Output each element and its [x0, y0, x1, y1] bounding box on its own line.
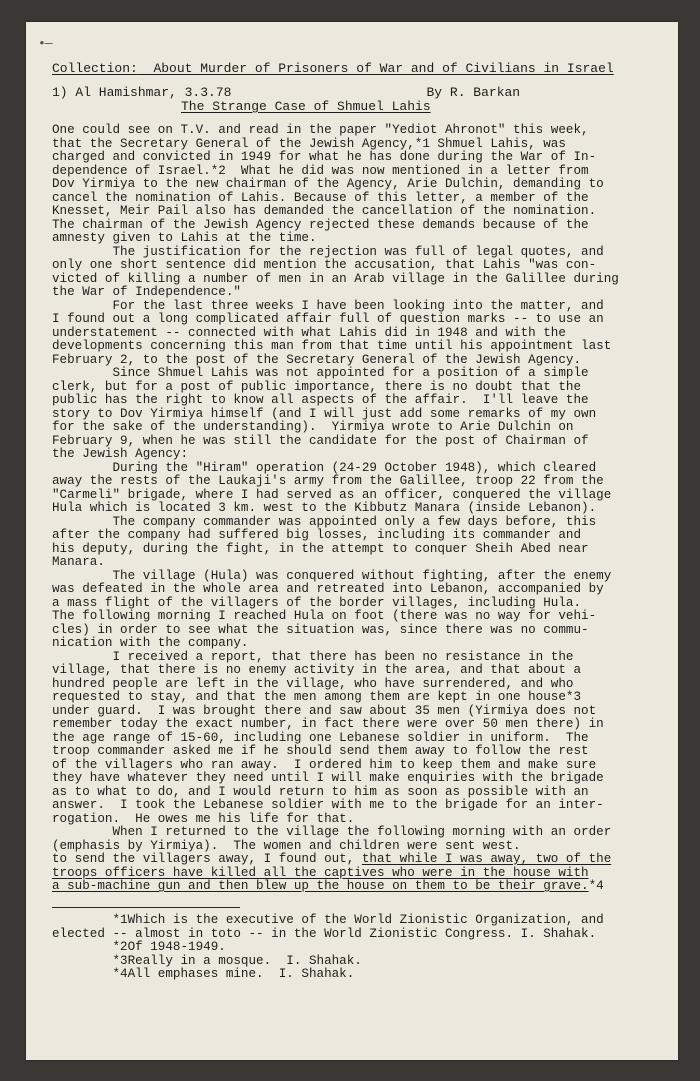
text-line: The justification for the rejection was full of legal quotes, and — [52, 244, 604, 259]
text-line: clerk, but for a post of public importance, there is no doubt that the — [52, 379, 582, 394]
emphasized-text: that while I was away, two of the — [361, 852, 612, 866]
text-line: the Jewish Agency: — [52, 447, 189, 461]
source-line: 1) Al Hamishmar, 3.3.78 By R. Barkan — [52, 85, 521, 100]
text-line: During the "Hiram" operation (24-29 October 1948), which cleared — [52, 460, 597, 475]
footnote-divider — [52, 907, 240, 908]
text-line: Hula which is located 3 km. west to the Kibbutz Manara (inside Lebanon). — [52, 501, 597, 515]
text-line: answer. I took the Lebanese soldier with me to the brigade for an inter- — [52, 798, 604, 812]
text-line: they have whatever they need until I will make enquiries with the brigade — [52, 771, 604, 785]
text-line: his deputy, during the fight, in the attempt to conquer Sheih Abed near — [52, 541, 589, 556]
text-line: Since Shmuel Lahis was not appointed for a position of a simple — [52, 366, 589, 380]
text-line: dependence of Israel.*2 What he did was now mentioned in a letter from — [52, 163, 589, 178]
text-line: to send the villagers away, I found out, that while I was away, two of the — [52, 852, 612, 866]
text-line: village, that there is no enemy activity in the area, and that about a — [52, 663, 582, 677]
text-line: troop commander asked me if he should send them away to follow the rest — [52, 744, 589, 758]
text-line: a mass flight of the villagers of the border villages, including Hula. — [52, 595, 582, 610]
text-line: public has the right to know all aspects of the affair. I'll leave the — [52, 393, 589, 407]
text-line: was defeated in the whole area and retreated into Lebanon, accompanied by — [52, 582, 604, 596]
footnote-line: *1Which is the executive of the World Zionistic Organization, and — [52, 913, 604, 927]
text-line: away the rests of the Laukaji's army from the Galillee, troop 22 from the — [52, 474, 604, 488]
text-line: the War of Independence." — [52, 285, 241, 299]
text-line: February 9, when he was still the candidate for the post of Chairman of — [52, 433, 589, 448]
text-line: after the company had suffered big losses, including its commander and — [52, 528, 582, 542]
text-line: under guard. I was brought there and saw about 35 men (Yirmiya does not — [52, 703, 597, 718]
page-mark: •— — [38, 36, 52, 51]
text-line: charged and convicted in 1949 for what he has done during the War of In- — [52, 150, 597, 164]
text-line: February 2, to the post of the Secretary General of the Jewish Agency. — [52, 352, 582, 367]
article-title: The Strange Case of Shmuel Lahis — [181, 99, 431, 114]
text-line: only one short sentence did mention the accusation, that Lahis "was con- — [52, 258, 597, 272]
text-line: requested to stay, and that the men among them are kept in one house*3 — [52, 690, 582, 704]
footnote-line: *3Really in a mosque. I. Shahak. — [52, 953, 362, 968]
text-line: nication with the company. — [52, 636, 249, 650]
text-line: cles) in order to see what the situation was, since there was no commu- — [52, 622, 589, 637]
footnote-line: elected -- almost in toto -- in the World Zionistic Congress. I. Shahak. — [52, 926, 597, 941]
text-line: "Carmeli" brigade, where I had served as an officer, conquered the village — [52, 487, 612, 502]
text-line: understatement -- connected with what Lahis did in 1948 and with the — [52, 325, 566, 340]
text-line: the age range of 15-60, including one Lebanese soldier in uniform. The — [52, 730, 589, 745]
emphasized-text: a sub-machine gun and then blew up the house on them to be their grave. — [52, 879, 589, 893]
footnote-line: *2Of 1948-1949. — [52, 940, 226, 954]
text-line: The village (Hula) was conquered without fighting, after the enemy — [52, 568, 612, 583]
emphasized-text: troops officers have killed all the captives who were in the house with — [52, 865, 589, 880]
text-line: Dov Yirmiya to the new chairman of the Agency, Arie Dulchin, demanding to — [52, 177, 604, 191]
text-line: Manara. — [52, 555, 105, 569]
document-page — [26, 22, 678, 1060]
text-line: The company commander was appointed only a few days before, this — [52, 514, 597, 529]
footnote-line: *4All emphases mine. I. Shahak. — [52, 967, 355, 981]
text-line: a sub-machine gun and then blew up the house on them to be their grave.*4 — [52, 879, 604, 893]
text-line: I found out a long complicated affair full of question marks -- to use an — [52, 312, 604, 326]
text-line: story to Dov Yirmiya himself (and I will just add some remarks of my own — [52, 406, 597, 421]
text-line: hundred people are left in the village, who have surrendered, and who — [52, 676, 574, 691]
text-line: One could see on T.V. and read in the paper "Yediot Ahronot" this week, — [52, 123, 589, 137]
text-line: victed of killing a number of men in an Arab village in the Galillee during — [52, 271, 619, 286]
text-line: developments concerning this man from that time until his appointment last — [52, 339, 612, 353]
text-line: The chairman of the Jewish Agency rejected these demands because of the — [52, 217, 589, 232]
text-line: as to what to do, and I would return to him as soon as possible with an — [52, 784, 589, 799]
text-line: rogation. He owes me his life for that. — [52, 811, 355, 826]
collection-heading: Collection: About Murder of Prisoners of War and of Civilians in Israel — [52, 61, 614, 76]
text-line: The following morning I reached Hula on foot (there was no way for vehi- — [52, 609, 597, 623]
text-line: cancel the nomination of Lahis. Because of this letter, a member of the — [52, 190, 589, 205]
text-line: (emphasis by Yirmiya). The women and children were sent west. — [52, 838, 521, 853]
text-line: For the last three weeks I have been looking into the matter, and — [52, 298, 604, 313]
text-line: Knesset, Meir Pail also has demanded the cancellation of the nomination. — [52, 204, 597, 218]
text-line: remember today the exact number, in fact there were over 50 men there) in — [52, 717, 604, 731]
text-line: that the Secretary General of the Jewish Agency,*1 Shmuel Lahis, was — [52, 136, 566, 151]
text-line: of the villagers who ran away. I ordered him to keep them and make sure — [52, 757, 597, 772]
text-line: amnesty given to Lahis at the time. — [52, 231, 317, 245]
text-line: I received a report, that there has been no resistance in the — [52, 649, 574, 664]
text-line: for the sake of the understanding). Yirmiya wrote to Arie Dulchin on — [52, 420, 574, 434]
text-line: When I returned to the village the following morning with an order — [52, 825, 612, 839]
